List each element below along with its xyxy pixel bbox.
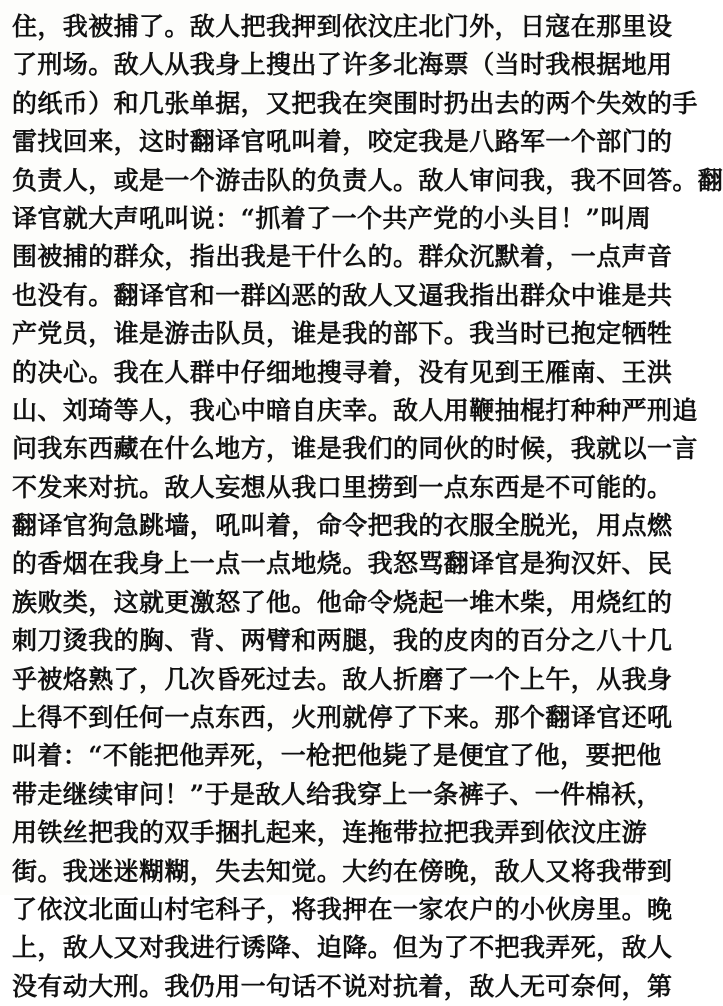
- text-line: 译官就大声吼叫说：“抓着了一个共产党的小头目！”叫周: [12, 203, 652, 233]
- text-line: 也没有。翻译官和一群凶恶的敌人又逼我指出群众中谁是共: [12, 280, 673, 310]
- text-line: 负责人，或是一个游击队的负责人。敌人审问我，我不回答。翻: [12, 165, 723, 195]
- text-line: 的决心。我在人群中仔细地搜寻着，没有见到王雁南、王洪: [12, 357, 673, 387]
- body-text: [12, 8, 723, 1006]
- text-line: 带走继续审问！”于是敌人给我穿上一条裤子、一件棉袄，: [12, 779, 662, 809]
- text-line: 上，敌人又对我进行诱降、迫降。但为了不把我弄死，敌人: [12, 933, 673, 963]
- text-line: 用铁丝把我的双手捆扎起来，连拖带拉把我弄到依汶庄游: [12, 818, 648, 848]
- text-line: 了刑场。敌人从我身上搜出了许多北海票（当时我根据地用: [12, 50, 673, 80]
- text-line: 的香烟在我身上一点一点地烧。我怒骂翻译官是狗汉奸、民: [12, 549, 673, 579]
- text-line: 雷找回来，这时翻译官吼叫着，咬定我是八路军一个部门的: [12, 127, 673, 157]
- text-line: 住，我被捕了。敌人把我押到依汶庄北门外，日寇在那里设: [12, 12, 673, 41]
- text-line: 产党员，谁是游击队员，谁是我的部下。我当时已抱定牺牲: [12, 319, 673, 349]
- text-line: 围被捕的群众，指出我是干什么的。群众沉默着，一点声音: [12, 242, 673, 272]
- text-line: 街。我迷迷糊糊，失去知觉。大约在傍晚，敌人又将我带到: [12, 856, 673, 886]
- text-line: 问我东西藏在什么地方，谁是我们的同伙的时候，我就以一言: [12, 434, 698, 464]
- text-line: 了依汶北面山村宅科子，将我押在一家农户的小伙房里。晚: [12, 894, 673, 924]
- text-line: 叫着：“不能把他弄死，一枪把他毙了是便宜了他，要把他: [12, 741, 662, 771]
- text-line: 没有动大刑。我仍用一句话不说对抗着，敌人无可奈何，第: [12, 971, 673, 1001]
- text-line: 不发来对抗。敌人妄想从我口里捞到一点东西是不可能的。: [12, 472, 673, 502]
- text-line: 族败类，这就更激怒了他。他命令烧起一堆木柴，用烧红的: [12, 587, 673, 617]
- text-line: 上得不到任何一点东西，火刑就停了下来。那个翻译官还吼: [12, 703, 673, 733]
- text-line: 山、刘琦等人，我心中暗自庆幸。敌人用鞭抽棍打种种严刑追: [12, 395, 698, 425]
- text-line: 的纸币）和几张单据，又把我在突围时扔出去的两个失效的手: [12, 88, 698, 118]
- text-line: 翻译官狗急跳墙，吼叫着，命令把我的衣服全脱光，用点燃: [12, 511, 673, 541]
- text-line: 乎被烙熟了，几次昏死过去。敌人折磨了一个上午，从我身: [12, 664, 673, 694]
- text-line: 刺刀烫我的胸、背、两臂和两腿，我的皮肉的百分之八十几: [12, 626, 673, 656]
